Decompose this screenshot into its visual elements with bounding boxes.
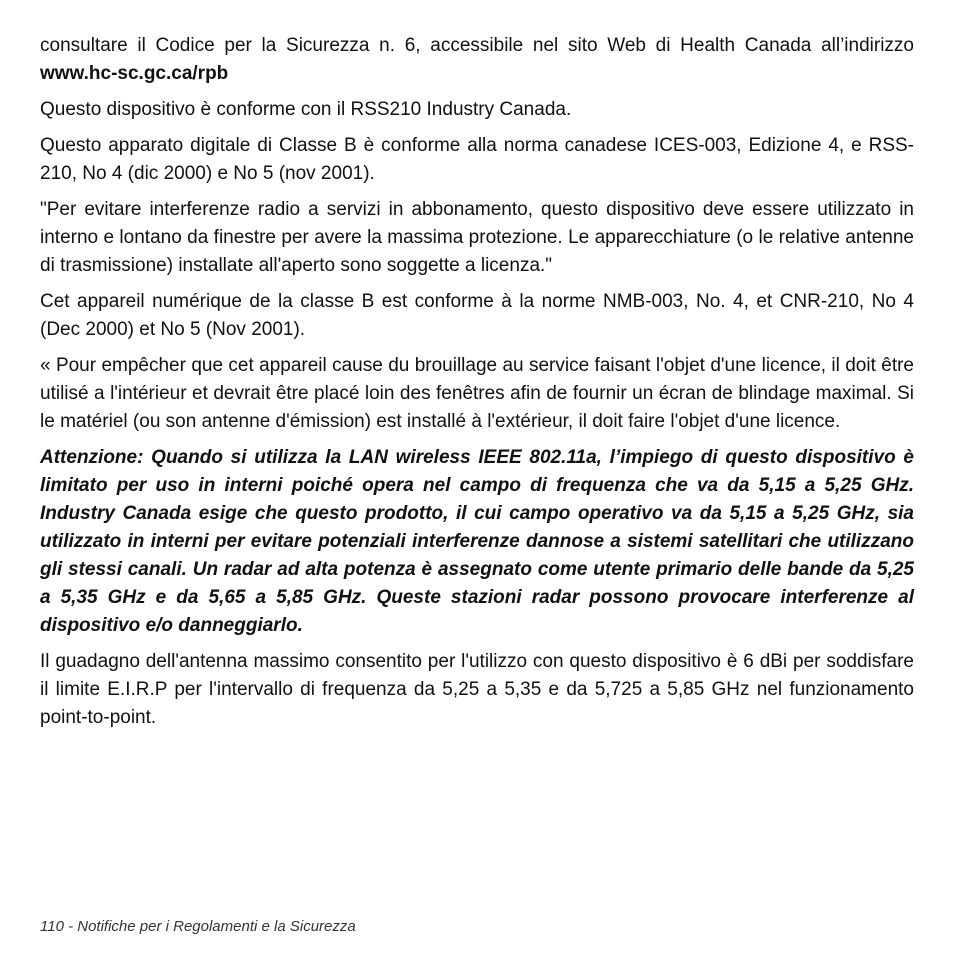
paragraph-nmb003-french: Cet appareil numérique de la classe B est conforme à la norme NMB-003, No. 4, et CNR-210, No 4 (Dec 2000) et No 5 (Nov 2001). xyxy=(40,291,914,340)
warning-paragraph: Attenzione: Quando si utilizza la LAN wireless IEEE 802.11a, l’impiego di questo dispositivo è limitato per uso in interni poiché opera nel campo di frequenza che va da 5,15 a 5,25 GHz. Industry Canada esige che questo prodotto, il cui campo operativo va da 5,15 a 5,25 GHz, sia utilizzato in interni per evitare potenziali interferenze dannose a sistemi satellitari che utilizzano gli stessi canali. Un radar ad alta potenza è assegnato come utente primario delle bande da 5,25 a 5,35 GHz e da 5,65 a 5,85 GHz. Queste stazioni radar possono provocare interferenze al dispositivo e/o danneggiarlo. xyxy=(40,447,914,636)
paragraph-interference-italian: "Per evitare interferenze radio a servizi in abbonamento, questo dispositivo deve essere utilizzato in interno e lontano da finestre per avere la massima protezione. Le apparecchiature (o le relative antenne di trasmissione) installate all'aperto sono soggette a licenza." xyxy=(40,199,914,276)
paragraph-ices003: Questo apparato digitale di Classe B è conforme alla norma canadese ICES-003, Edizione 4, e RSS-210, No 4 (dic 2000) e No 5 (nov 2001). xyxy=(40,135,914,184)
paragraph-antenna-gain: Il guadagno dell'antenna massimo consentito per l'utilizzo con questo dispositivo è 6 dBi per soddisfare il limite E.I.R.P per l'intervallo di frequenza da 5,25 a 5,35 e da 5,725 a 5,85 GHz nel funzionamento point-to-point. xyxy=(40,651,914,728)
paragraph-health-canada xyxy=(40,32,914,88)
paragraph-health-canada-text: consultare il Codice per la Sicurezza n. 6, accessibile nel sito Web di Health Canada all’indirizzo xyxy=(40,35,914,56)
health-canada-url: www.hc-sc.gc.ca/rpb xyxy=(40,63,229,84)
page-footer: 110 - Notifiche per i Regolamenti e la Sicurezza xyxy=(40,918,356,935)
paragraph-brouillage-french: « Pour empêcher que cet appareil cause du brouillage au service faisant l'objet d'une licence, il doit être utilisé a l'intérieur et devrait être placé loin des fenêtres afin de fournir un écran de blindage maximal. Si le matériel (ou son antenne d'émission) est installé à l'extérieur, il doit faire l'objet d'une licence. xyxy=(40,355,914,432)
document-body xyxy=(40,32,914,740)
paragraph-rss210: Questo dispositivo è conforme con il RSS210 Industry Canada. xyxy=(40,99,572,120)
